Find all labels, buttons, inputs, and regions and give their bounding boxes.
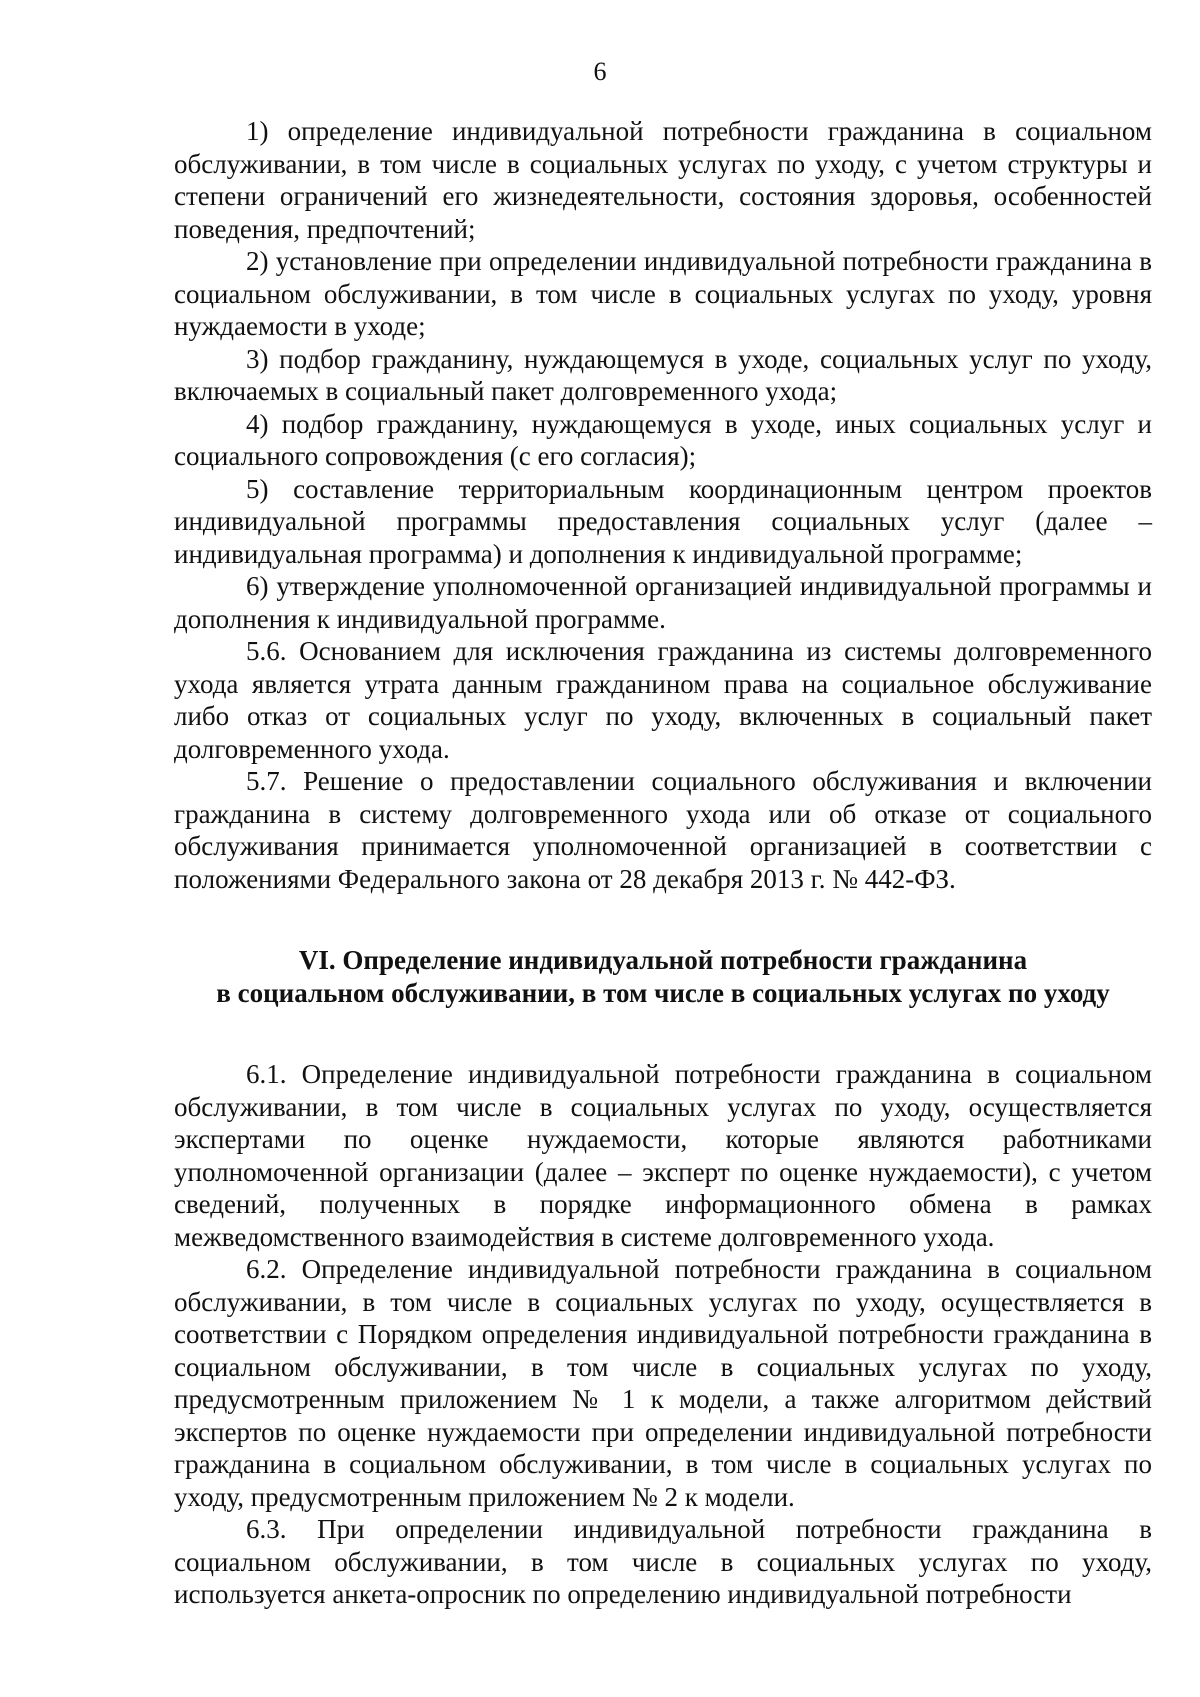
paragraph-item-3: 3) подбор гражданину, нуждающемуся в уходе, социальных услуг по уходу, включаемых в социальный пакет долговременного ухода; xyxy=(174,343,1152,406)
paragraph-6-3: 6.3. При определении индивидуальной потребности гражданина в социальном обслуживании, в том числе в социальных услугах по уходу, используется анкета-опросник по определению индивидуальной потребности xyxy=(174,1514,1152,1609)
paragraph-item-5: 5) составление территориальным координационным центром проектов индивидуальной программы предоставления социальных услуг (далее – индивидуальная программа) и дополнения к индивидуальной программе; xyxy=(174,473,1152,569)
paragraph-item-6: 6) утверждение уполномоченной организацией индивидуальной программы и дополнения к индивидуальной программе. xyxy=(174,571,1152,634)
page-number: 6 xyxy=(593,57,607,86)
section-heading xyxy=(174,944,1152,1010)
paragraph-item-1: 1) определение индивидуальной потребности гражданина в социальном обслуживании, в том числе в социальных услугах по уходу, с учетом структуры и степени ограничений его жизнедеятельности, состояния здоровья, особенностей поведения, предпочтений; xyxy=(174,116,1152,244)
paragraph-item-4: 4) подбор гражданину, нуждающемуся в уходе, иных социальных услуг и социального сопровождения (с его согласия); xyxy=(174,408,1152,471)
section-heading-line-2: в социальном обслуживании, в том числе в социальных услугах по уходу xyxy=(216,978,1110,1008)
section-heading-line-1: VI. Определение индивидуальной потребности гражданина xyxy=(298,945,1028,975)
paragraph-6-1: 6.1. Определение индивидуальной потребности гражданина в социальном обслуживании, в том числе в социальных услугах по уходу, осуществляется экспертами по оценке нуждаемости, которые являются работниками уполномоченной организации (далее – эксперт по оценке нуждаемости), с учетом сведений, полученных в порядке информационного обмена в рамках межведомственного взаимодействия в системе долговременного ухода. xyxy=(174,1059,1152,1252)
paragraph-5-6: 5.6. Основанием для исключения гражданина из системы долговременного ухода является утрата данным гражданином права на социальное обслуживание либо отказ от социальных услуг по уходу, включенных в социальный пакет долговременного ухода. xyxy=(174,636,1152,764)
paragraph-5-7: 5.7. Решение о предоставлении социального обслуживания и включении гражданина в систему долговременного ухода или об отказе от социального обслуживания принимается уполномоченной организацией в соответствии с положениями Федерального закона от 28 декабря 2013 г. № 442-ФЗ. xyxy=(174,766,1152,894)
paragraph-6-2: 6.2. Определение индивидуальной потребности гражданина в социальном обслуживании, в том числе в социальных услугах по уходу, осуществляется в соответствии с Порядком определения индивидуальной потребности гражданина в социальном обслуживании, в том числе в социальных услугах по уходу, предусмотренным приложением № 1 к модели, а также алгоритмом действий экспертов по оценке нуждаемости при определении индивидуальной потребности гражданина в социальном обслуживании, в том числе в социальных услугах по уходу, предусмотренным приложением № 2 к модели. xyxy=(174,1254,1152,1512)
paragraph-item-2: 2) установление при определении индивидуальной потребности гражданина в социальном обслуживании, в том числе в социальных услугах по уходу, уровня нуждаемости в уходе; xyxy=(174,246,1152,341)
document-body xyxy=(174,115,1152,1611)
